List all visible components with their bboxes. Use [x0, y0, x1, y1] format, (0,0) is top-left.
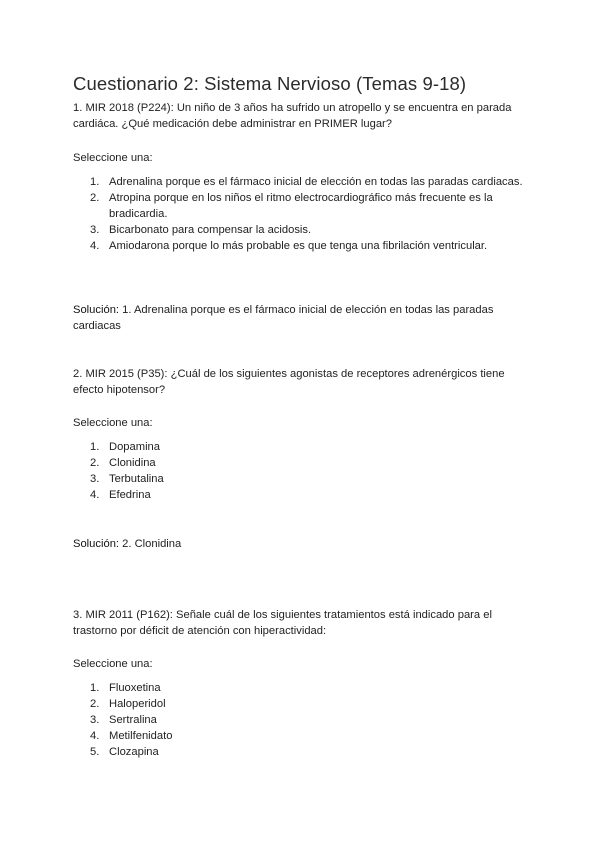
question-3-text: 3. MIR 2011 (P162): Señale cuál de los siguientes tratamientos está indicado para el trastorno por déficit de atención con hiperactividad: [73, 609, 492, 637]
question-3-option: 2. Haloperidol [90, 698, 166, 710]
question-2-option: 1. Dopamina [90, 441, 160, 453]
question-1-options [73, 174, 533, 254]
question-2-option: 2. Clonidina [90, 457, 156, 469]
question-2-solution: Solución: 2. Clonidina [73, 538, 182, 550]
question-2-prompt: Seleccione una: [73, 417, 153, 429]
question-1-solution: Solución: 1. Adrenalina porque es el fármaco inicial de elección en todas las paradas cardiacas [73, 304, 494, 332]
question-2-text: 2. MIR 2015 (P35): ¿Cuál de los siguientes agonistas de receptores adrenérgicos tiene efecto hipotensor? [73, 368, 505, 396]
question-3-option: 3. Sertralina [90, 714, 157, 726]
question-1-option: 1. Adrenalina porque es el fármaco inicial de elección en todas las paradas cardiacas. [90, 176, 523, 188]
question-3-options [73, 680, 533, 760]
document-title: Cuestionario 2: Sistema Nervioso (Temas 9-18) [73, 73, 467, 94]
question-1-option: 2. Atropina porque en los niños el ritmo electrocardiográfico más frecuente es la bradicardia. [90, 192, 493, 220]
question-2-option: 3. Terbutalina [90, 473, 164, 485]
question-1-option: 4. Amiodarona porque lo más probable es que tenga una fibrilación ventricular. [90, 240, 488, 252]
question-1-option: 3. Bicarbonato para compensar la acidosis. [90, 224, 312, 236]
question-1-prompt: Seleccione una: [73, 152, 153, 164]
question-3-option: 5. Clozapina [90, 746, 159, 758]
question-2-options [73, 439, 533, 503]
question-2-option: 4. Efedrina [90, 489, 151, 501]
question-3-option: 1. Fluoxetina [90, 682, 161, 694]
question-3-prompt: Seleccione una: [73, 658, 153, 670]
question-3-option: 4. Metilfenidato [90, 730, 173, 742]
question-1-text: 1. MIR 2018 (P224): Un niño de 3 años ha sufrido un atropello y se encuentra en parada cardiáca. ¿Qué medicación debe administrar en PRIMER lugar? [73, 102, 512, 130]
